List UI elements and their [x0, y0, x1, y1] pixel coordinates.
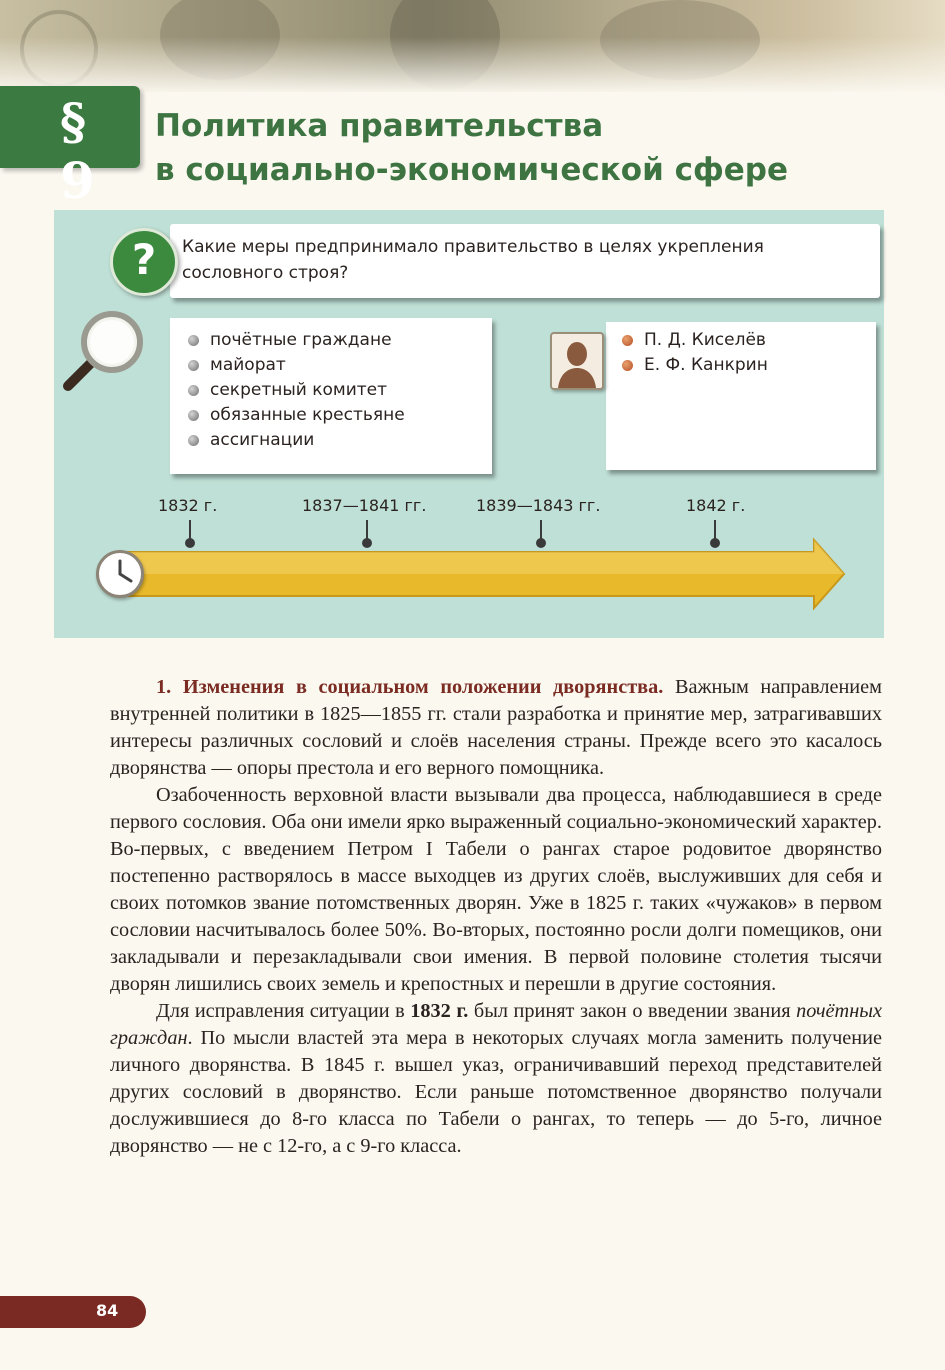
key-persons-box	[606, 322, 876, 470]
timeline-marker	[714, 520, 716, 544]
timeline-date: 1842 г.	[686, 496, 746, 515]
paragraph-number: § 9	[60, 92, 97, 210]
header-banner-image	[0, 0, 945, 92]
main-text	[110, 674, 882, 1160]
person-item: П. Д. Киселёв	[620, 328, 768, 353]
paragraph-3	[110, 998, 882, 1160]
person-item: Е. Ф. Канкрин	[620, 353, 768, 378]
person-silhouette-icon	[550, 332, 604, 390]
term-item: майорат	[186, 353, 405, 378]
term-item: обязанные крестьяне	[186, 403, 405, 428]
paragraph-text: . По мысли властей эта мера в некоторых случаях могла заменить получение личного дворянства. В 1845 г. вышел указ, ограничивавший переход представителей других сословий в дворянство. Если раньше потомственное дворянство получали дослужившиеся до 8-го класса по Табели о рангах, то теперь — до 5-го, личное дворянство — не с 12-го, а с 9-го класса.	[110, 1027, 882, 1157]
term-item: секретный комитет	[186, 378, 405, 403]
page-title	[155, 104, 915, 192]
page-number: 84	[96, 1301, 119, 1320]
paragraph-badge	[0, 86, 140, 210]
clock-icon	[96, 550, 144, 598]
section-heading: 1. Изменения в социальном положении дворянства.	[156, 676, 664, 698]
timeline-date: 1837—1841 гг.	[302, 496, 427, 515]
question-icon: ?	[110, 228, 178, 296]
paragraph-text: Для исправления ситуации в	[156, 1000, 411, 1022]
term-item: почётные граждане	[186, 328, 405, 353]
magnifier-icon	[60, 306, 150, 396]
page-number-bar	[0, 1296, 146, 1328]
italic-term: почётных граждан	[110, 1000, 882, 1049]
question-text: Какие меры предпринимало правительство в целях укрепления сословного строя?	[182, 237, 764, 283]
timeline	[54, 490, 884, 630]
paragraph-text: был принят закон о введении звания	[468, 1000, 797, 1022]
timeline-date: 1839—1843 гг.	[476, 496, 601, 515]
question-box	[170, 224, 880, 298]
term-item: ассигнации	[186, 428, 405, 453]
paragraph-2: Озабоченность верховной власти вызывали два процесса, наблюдавшиеся в среде первого сословия. Оба они имели ярко выраженный социально-экономический характер. Во-первых, с введением Петром I Табели о рангах старое родовитое дворянство постепенно растворялось в массе выходцев из других слоёв, выслуживших для себя и своих потомков звание потомственных дворян. Уже в 1825 г. таких «чужаков» в первом сословии насчитывалось более 50%. Во-вторых, постоянно росли долги помещиков, они закладывали и перезакладывали свои имения. В первой половине столетия тысячи дворян лишились своих земель и крепостных и перешли в другие состояния.	[110, 784, 882, 995]
timeline-marker	[366, 520, 368, 544]
title-line-1: Политика правительства	[155, 108, 604, 144]
timeline-marker	[189, 520, 191, 544]
key-terms-box	[170, 318, 492, 474]
timeline-date: 1832 г.	[158, 496, 218, 515]
bold-year: 1832 г.	[410, 1000, 469, 1022]
timeline-marker	[540, 520, 542, 544]
title-line-2: в социально-экономической сфере	[155, 152, 788, 188]
paragraph-text: Важным направлением внутренней политики в 1825—1855 гг. стали разработка и принятие мер, затрагивавших интересы различных сословий и слоёв населения страны. Прежде всего это касалось дворянства — опоры престола и его верного помощника.	[110, 676, 882, 779]
paragraph-1	[110, 674, 882, 782]
